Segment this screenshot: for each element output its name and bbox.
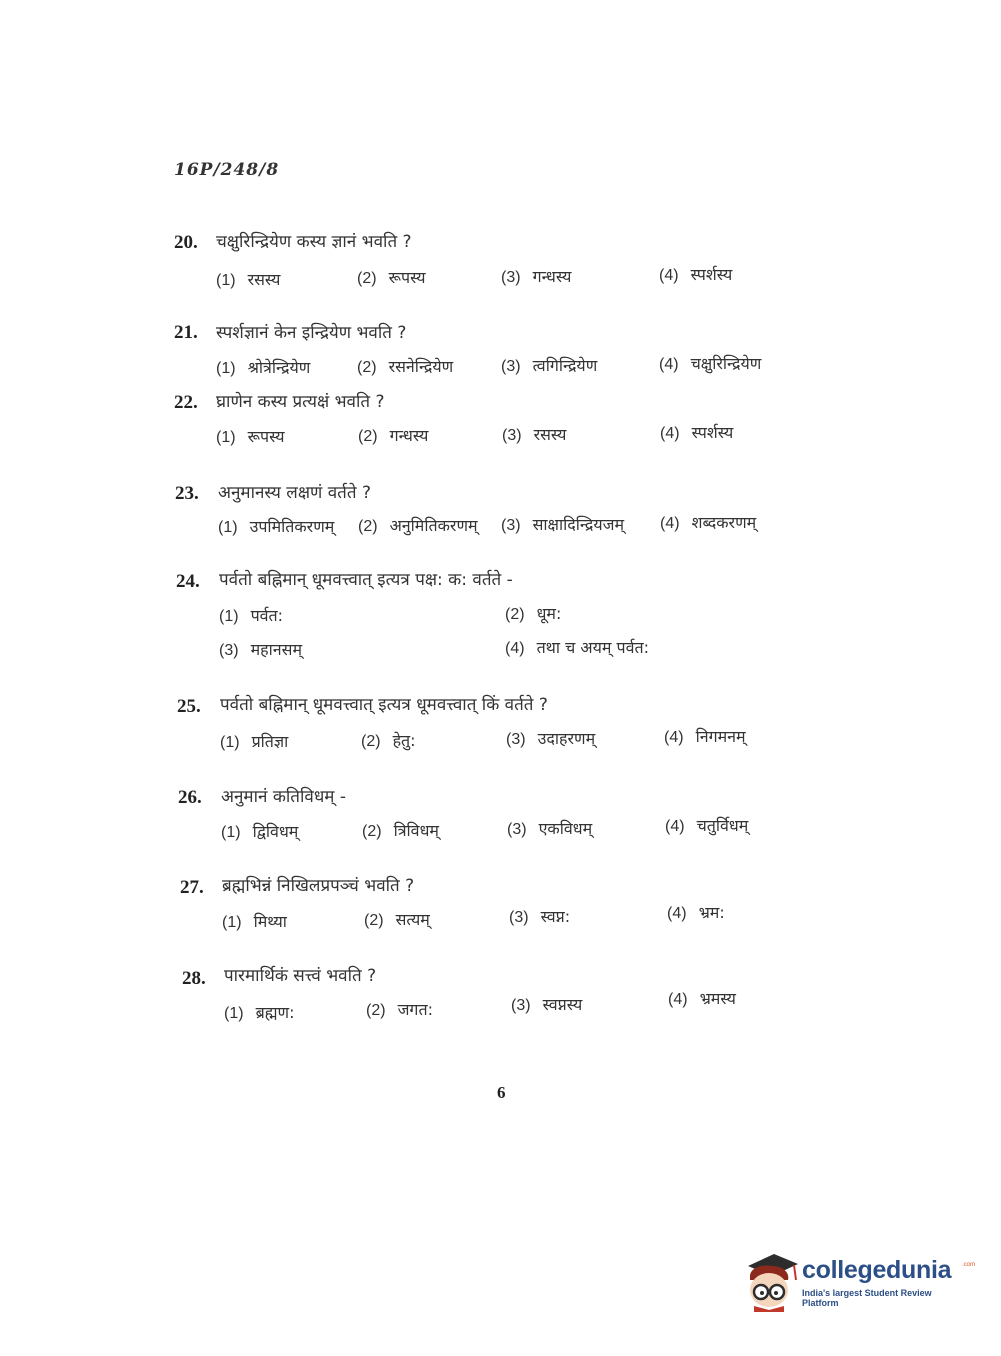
option-4: (4) तथा च अयम् पर्वत:: [505, 638, 650, 657]
collegedunia-logo: [740, 1250, 976, 1312]
question-text: पारमार्थिकं सत्त्वं भवति ?: [224, 966, 377, 986]
option-1: (1) पर्वत:: [219, 606, 284, 625]
option-3: (3) साक्षादिन्द्रियजम्: [501, 515, 625, 534]
question-number: 24.: [176, 571, 200, 592]
option-1: (1) द्विविधम्: [221, 822, 299, 841]
option-4: (4) शब्दकरणम्: [660, 513, 757, 532]
mascot-icon: [740, 1250, 800, 1312]
brand-tagline: India's largest Student Review Platform: [802, 1288, 932, 1308]
option-2: (2) अनुमितिकरणम्: [358, 516, 478, 535]
question-text: पर्वतो बह्निमान् धूमवत्त्वात् इत्यत्र पक्ष: क: वर्तते -: [219, 570, 513, 590]
option-4: (4) निगमनम्: [664, 727, 746, 746]
option-3: (3) उदाहरणम्: [506, 729, 596, 748]
option-1: (1) मिथ्या: [222, 912, 287, 931]
option-2: (2) गन्धस्य: [358, 426, 429, 445]
question-text: चक्षुरिन्द्रियेण कस्य ज्ञानं भवति ?: [216, 232, 412, 252]
question-number: 22.: [174, 392, 198, 413]
option-2: (2) हेतु:: [361, 731, 416, 750]
option-2: (2) रसनेन्द्रियेण: [357, 357, 454, 376]
option-4: (4) स्पर्शस्य: [659, 265, 733, 284]
question-number: 27.: [180, 877, 204, 898]
option-3: (3) स्वप्न:: [509, 907, 571, 926]
option-3: (3) गन्धस्य: [501, 267, 572, 286]
option-3: (3) महानसम्: [219, 640, 303, 659]
option-4: (4) भ्रम:: [667, 903, 725, 922]
option-1: (1) उपमितिकरणम्: [218, 517, 335, 536]
question-text: स्पर्शज्ञानं केन इन्द्रियेण भवति ?: [216, 323, 407, 343]
option-4: (4) चक्षुरिन्द्रियेण: [659, 354, 762, 373]
question-text: अनुमानस्य लक्षणं वर्तते ?: [218, 483, 371, 503]
page-number: 6: [497, 1083, 506, 1102]
option-4: (4) स्पर्शस्य: [660, 423, 734, 442]
question-number: 26.: [178, 787, 202, 808]
question-number: 25.: [177, 696, 201, 717]
option-4: (4) भ्रमस्य: [668, 989, 736, 1008]
question-number: 23.: [175, 483, 199, 504]
option-1: (1) रसस्य: [216, 270, 281, 289]
question-text: ब्रह्मभिन्नं निखिलप्रपञ्चं भवति ?: [222, 876, 415, 896]
option-1: (1) श्रोत्रेन्द्रियेण: [216, 358, 311, 377]
option-3: (3) रसस्य: [502, 425, 567, 444]
option-3: (3) त्वगिन्द्रियेण: [501, 356, 598, 375]
option-3: (3) एकविधम्: [507, 819, 593, 838]
question-text: अनुमानं कतिविधम् -: [221, 787, 346, 807]
question-text: घ्राणेन कस्य प्रत्यक्षं भवति ?: [216, 392, 385, 412]
option-2: (2) धूम:: [505, 604, 562, 623]
option-2: (2) सत्यम्: [364, 910, 430, 929]
option-4: (4) चतुर्विधम्: [665, 816, 749, 835]
question-text: पर्वतो बह्निमान् धूमवत्त्वात् इत्यत्र धूमवत्त्वात् किं वर्तते ?: [220, 695, 548, 715]
question-number: 28.: [182, 968, 206, 989]
question-number: 21.: [174, 322, 198, 343]
option-1: (1) रूपस्य: [216, 427, 285, 446]
option-1: (1) ब्रह्मण:: [224, 1003, 295, 1022]
option-3: (3) स्वप्नस्य: [511, 995, 583, 1014]
brand-domain: .com: [962, 1262, 976, 1268]
brand-name: collegedunia: [802, 1256, 952, 1284]
paper-code: 16P/248/8: [174, 160, 280, 180]
option-2: (2) रूपस्य: [357, 268, 426, 287]
option-1: (1) प्रतिज्ञा: [220, 732, 289, 751]
option-2: (2) त्रिविधम्: [362, 821, 439, 840]
question-number: 20.: [174, 232, 198, 253]
option-2: (2) जगत:: [366, 1000, 433, 1019]
